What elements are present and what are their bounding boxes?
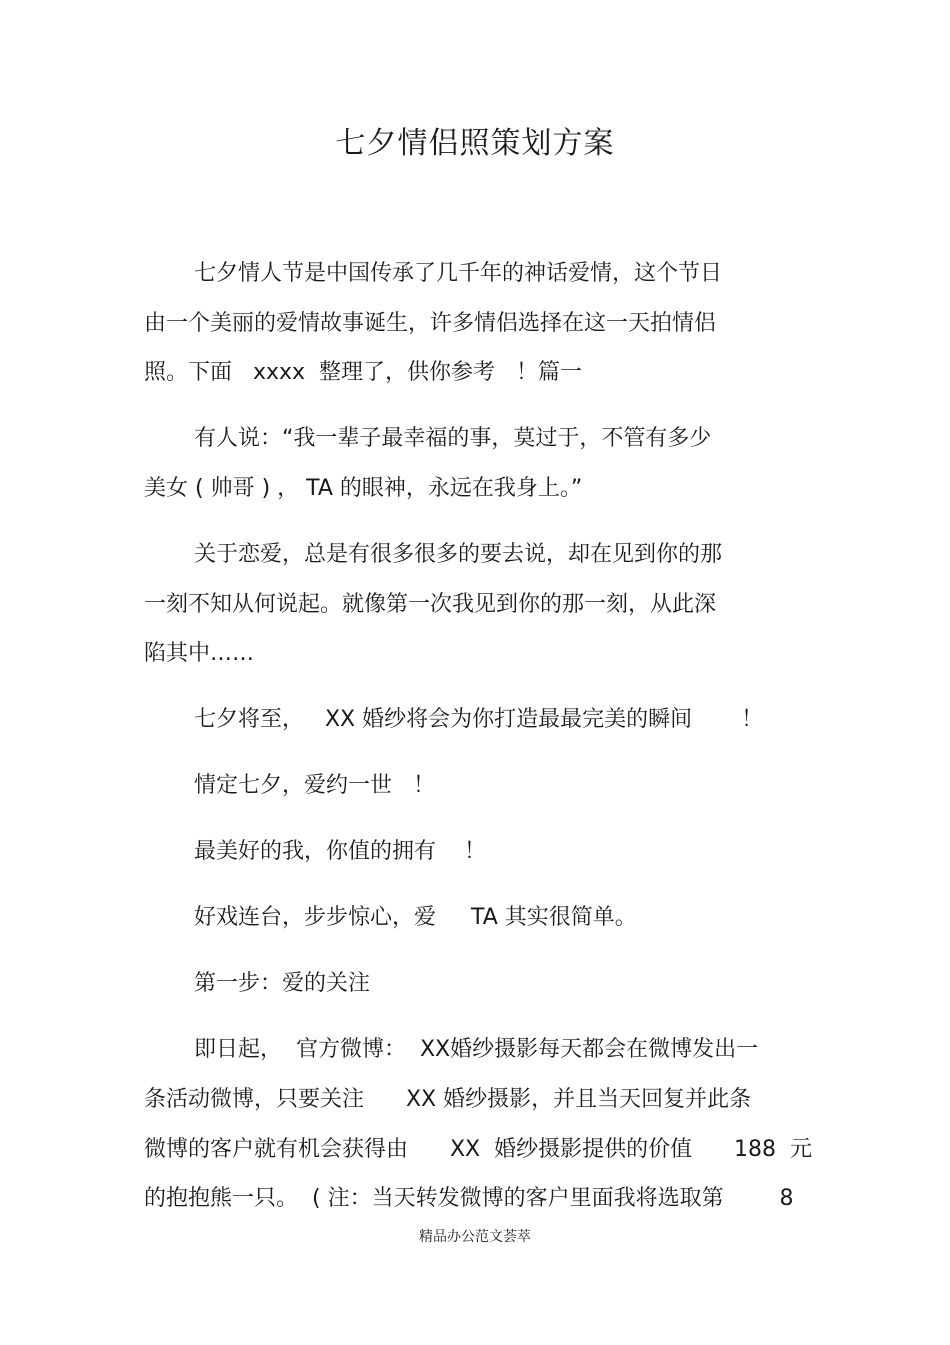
text-line: 一刻不知从何说起。就像第一次我见到你的那一刻，从此深 bbox=[144, 592, 717, 617]
text-line: 美女 ( 帅哥 ) ， TA 的眼神，永远在我身上。” bbox=[144, 476, 583, 501]
text-line: 关于恋爱，总是有很多很多的要去说，却在见到你的那 bbox=[194, 542, 723, 567]
text-line: 的抱抱熊一只。 ( 注：当天转发微博的客户里面我将选取第 8 bbox=[144, 1186, 794, 1211]
text-line: 由一个美丽的爱情故事诞生，许多情侣选择在这一天拍情侣 bbox=[144, 311, 717, 336]
text-line: 即日起， 官方微博： XX婚纱摄影每天都会在微博发出一 bbox=[194, 1037, 759, 1062]
text-line: 第一步：爱的关注 bbox=[194, 971, 371, 996]
text-line: 微博的客户就有机会获得由 XX 婚纱摄影提供的价值 188 元 bbox=[144, 1137, 813, 1162]
text-line: 好戏连台，步步惊心，爱 TA 其实很简单。 bbox=[194, 905, 637, 930]
text-line: 照。下面 xxxx 整理了，供你参考 ！篇一 bbox=[144, 360, 583, 385]
text-line: 陷其中…… bbox=[144, 641, 255, 666]
text-line: 七夕情人节是中国传承了几千年的神话爱情，这个节日 bbox=[194, 261, 723, 286]
text-line: 有人说：“我一辈子最幸福的事，莫过于，不管有多少 bbox=[194, 426, 712, 451]
text-line: 条活动微博，只要关注 XX 婚纱摄影，并且当天回复并此条 bbox=[144, 1087, 752, 1112]
document-title: 七夕情侣照策划方案 bbox=[335, 126, 615, 161]
text-line: 最美好的我，你值的拥有 ！ bbox=[194, 839, 486, 864]
page-footer: 精品办公范文荟萃 bbox=[419, 1229, 531, 1245]
text-line: 七夕将至， XX 婚纱将会为你打造最最完美的瞬间 ！ bbox=[194, 707, 764, 732]
text-line: 情定七夕，爱约一世 ！ bbox=[194, 773, 435, 798]
